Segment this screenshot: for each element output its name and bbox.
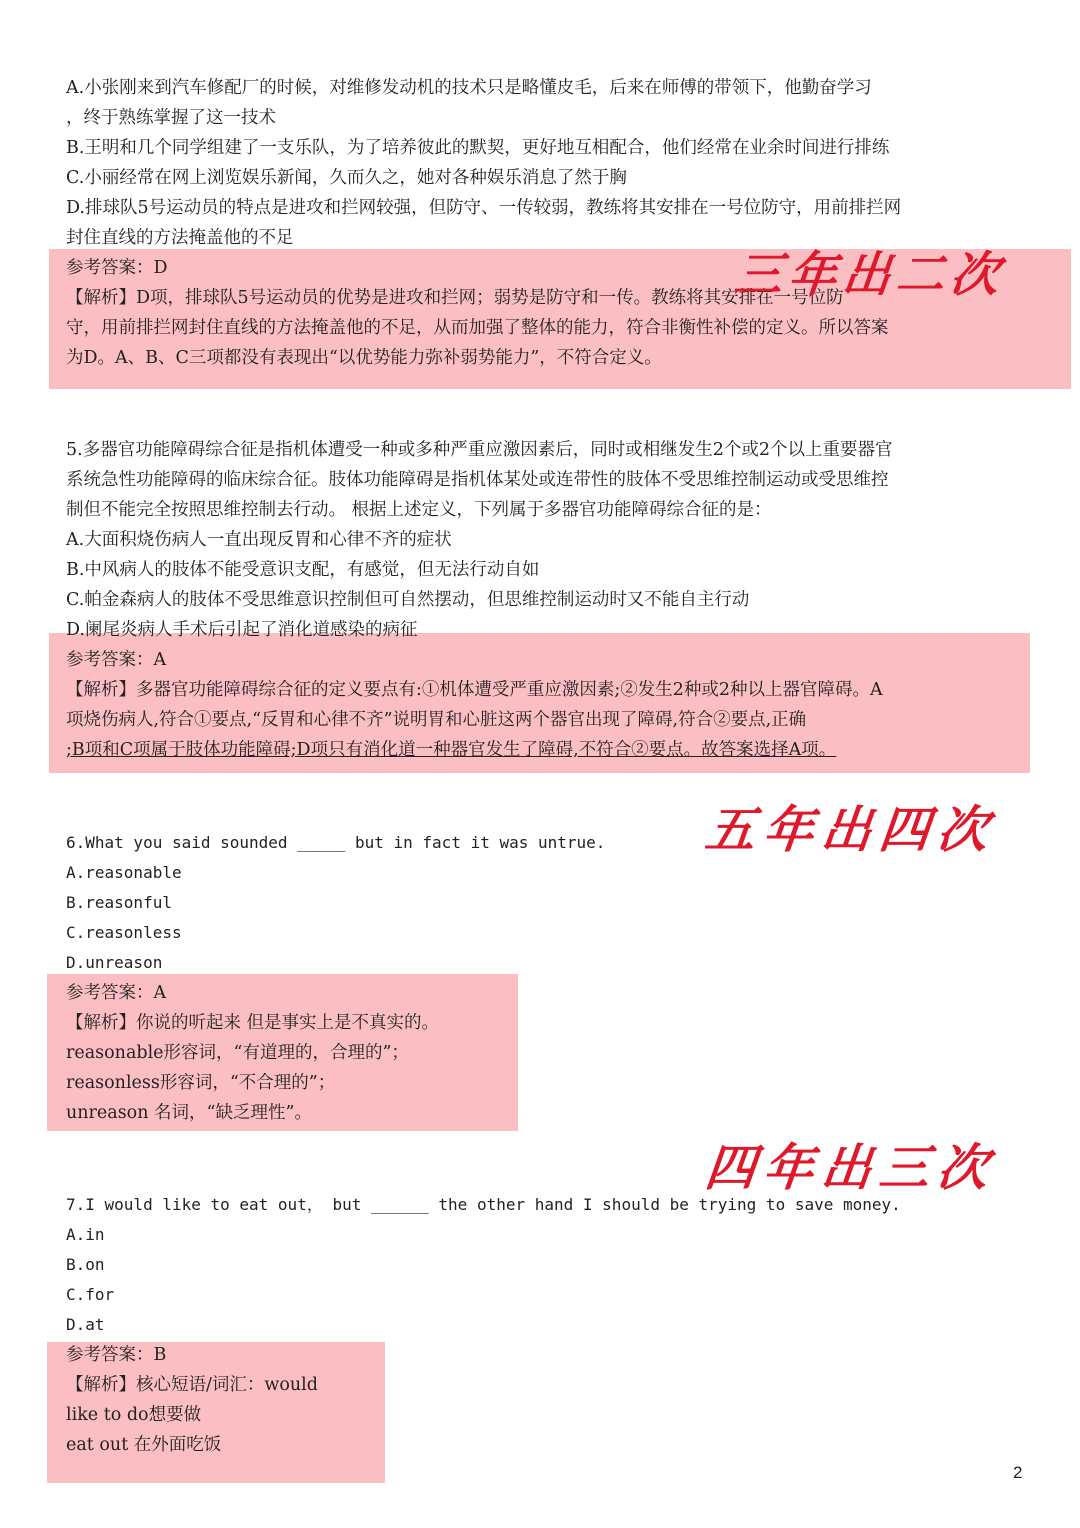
q6-analysis-line: unreason 名词，“缺乏理性”。 (66, 1103, 312, 1123)
q5-handwritten-note: 五年出四次 (702, 801, 999, 859)
q7-option-b: B.on (66, 1255, 105, 1274)
q7-option-d: D.at (66, 1315, 105, 1334)
q6-option-b: B.reasonful (66, 893, 172, 912)
q4-option-line: D.排球队5号运动员的特点是进攻和拦网较强，但防守、一传较弱，教练将其安排在一号位防守，用前排拦网 (66, 198, 902, 218)
q5-analysis-line: 项烧伤病人,符合①要点,“反胃和心律不齐”说明胃和心脏这两个器官出现了障碍,符合②要点,正确 (66, 710, 807, 730)
q4-handwritten-note: 三年出二次 (731, 247, 1008, 303)
q7-option-c: C.for (66, 1285, 115, 1304)
q6-analysis-line: 【解析】你说的听起来 但是事实上是不真实的。 (66, 1013, 440, 1033)
q7-analysis-line: eat out 在外面吃饭 (66, 1435, 222, 1455)
q5-option-d: D.阑尾炎病人手术后引起了消化道感染的病征 (66, 620, 418, 640)
q4-option-line: 封住直线的方法掩盖他的不足 (66, 228, 294, 248)
q5-analysis-line: ;B项和C项属于肢体功能障碍;D项只有消化道一种器官发生了障碍,不符合②要点。故答案选择A项。 (66, 740, 837, 760)
q4-option-line: A.小张刚来到汽车修配厂的时候，对维修发动机的技术只是略懂皮毛，后来在师傅的带领下，他勤奋学习 (66, 78, 872, 98)
q4-option-line: C.小丽经常在网上浏览娱乐新闻，久而久之，她对各种娱乐消息了然于胸 (66, 168, 627, 188)
q5-answer: 参考答案：A (66, 650, 167, 670)
page-number: 2 (1013, 1463, 1023, 1482)
q7-analysis-line: 【解析】核心短语/词汇：would (66, 1375, 318, 1395)
q4-option-line: ，终于熟练掌握了这一技术 (66, 108, 276, 128)
q5-stem-line: 5.多器官功能障碍综合征是指机体遭受一种或多种严重应激因素后，同时或相继发生2个或2个以上重要器官 (66, 440, 893, 460)
q5-option-a: A.大面积烧伤病人一直出现反胃和心律不齐的症状 (66, 530, 452, 550)
q7-analysis-line: like to do想要做 (66, 1405, 202, 1425)
q6-option-a: A.reasonable (66, 863, 182, 882)
q6-handwritten-note: 四年出三次 (702, 1139, 999, 1197)
q6-analysis-line: reasonable形容词，“有道理的，合理的”； (66, 1043, 409, 1063)
q7-stem: 7.I would like to eat out， but ______ the other hand I should be trying to save money. (66, 1195, 901, 1214)
q7-option-a: A.in (66, 1225, 105, 1244)
q4-answer: 参考答案：D (66, 258, 168, 278)
q5-stem-line: 制但不能完全按照思维控制去行动。 根据上述定义，下列属于多器官功能障碍综合征的是： (66, 500, 772, 520)
q6-stem: 6.What you said sounded _____ but in fact it was untrue. (66, 833, 606, 852)
q4-analysis-line: 为D。A、B、C三项都没有表现出“以优势能力弥补弱势能力”，不符合定义。 (66, 348, 662, 368)
q5-stem-line: 系统急性功能障碍的临床综合征。肢体功能障碍是指机体某处或连带性的肢体不受思维控制运动或受思维控 (66, 470, 889, 490)
q6-answer: 参考答案：A (66, 983, 167, 1003)
q5-option-c: C.帕金森病人的肢体不受思维意识控制但可自然摆动，但思维控制运动时又不能自主行动 (66, 590, 750, 610)
q7-answer: 参考答案：B (66, 1345, 167, 1365)
q6-option-c: C.reasonless (66, 923, 182, 942)
q4-analysis-line: 守，用前排拦网封住直线的方法掩盖他的不足，从而加强了整体的能力，符合非衡性补偿的定义。所以答案 (66, 318, 889, 338)
q6-analysis-line: reasonless形容词，“不合理的”； (66, 1073, 336, 1093)
q4-option-line: B.王明和几个同学组建了一支乐队，为了培养彼此的默契，更好地互相配合，他们经常在业余时间进行排练 (66, 138, 890, 158)
q5-analysis-line: 【解析】多器官功能障碍综合征的定义要点有:①机体遭受严重应激因素;②发生2种或2种以上器官障碍。A (66, 680, 883, 700)
q5-option-b: B.中风病人的肢体不能受意识支配，有感觉，但无法行动自如 (66, 560, 540, 580)
q6-option-d: D.unreason (66, 953, 163, 972)
q4-analysis-line: 【解析】D项，排球队5号运动员的优势是进攻和拦网；弱势是防守和一传。教练将其安排在一号位防 (66, 288, 844, 308)
